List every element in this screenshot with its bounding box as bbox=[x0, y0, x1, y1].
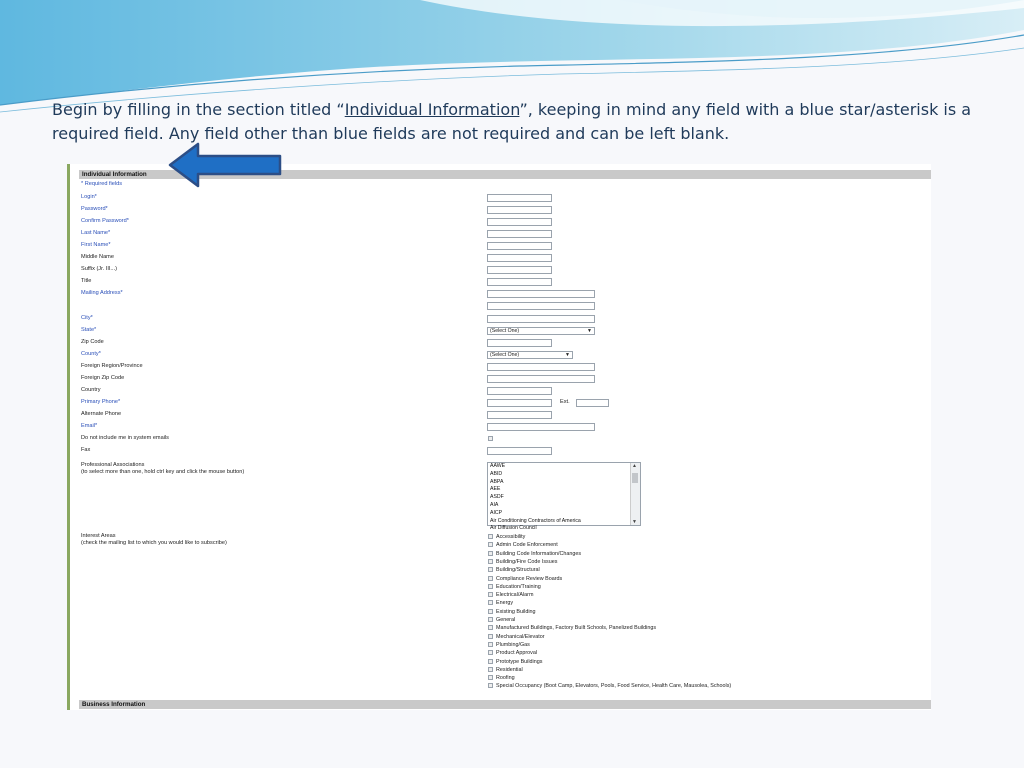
interest-item[interactable]: Building/Structural bbox=[488, 567, 540, 573]
checkbox[interactable] bbox=[488, 659, 493, 664]
interest-item[interactable]: Education/Training bbox=[488, 584, 541, 590]
alternate-phone-label: Alternate Phone bbox=[81, 411, 122, 417]
middle-name-input[interactable] bbox=[487, 254, 552, 262]
interest-item[interactable]: Plumbing/Gas bbox=[488, 642, 530, 648]
dropdown-arrow-icon: ▼ bbox=[587, 328, 592, 334]
suffix-input[interactable] bbox=[487, 266, 552, 274]
interest-item[interactable]: Special Occupancy (Boot Camp, Elevators, Pools, Food Service, Health Care, Mausolea, Schools) bbox=[488, 683, 731, 689]
interest-item[interactable]: Mechanical/Elevator bbox=[488, 634, 545, 640]
checkbox[interactable] bbox=[488, 625, 493, 630]
mailing-address-line2-input[interactable] bbox=[487, 302, 595, 310]
scrollbar-thumb[interactable] bbox=[632, 473, 638, 483]
country-input[interactable] bbox=[487, 387, 552, 395]
checkbox[interactable] bbox=[488, 542, 493, 547]
instruction-before: Begin by filling in the section titled “ bbox=[52, 100, 345, 119]
checkbox[interactable] bbox=[488, 634, 493, 639]
list-item[interactable]: AAWE bbox=[490, 463, 506, 469]
interest-item[interactable]: General bbox=[488, 617, 515, 623]
checkbox[interactable] bbox=[488, 600, 493, 605]
checkbox[interactable] bbox=[488, 683, 493, 688]
foreign-zip-input[interactable] bbox=[487, 375, 595, 383]
city-label: City* bbox=[81, 315, 93, 321]
interest-item[interactable]: Building Code Information/Changes bbox=[488, 551, 581, 557]
email-label: Email* bbox=[81, 423, 98, 429]
pointer-arrow-icon bbox=[168, 142, 284, 188]
first-name-label: First Name* bbox=[81, 242, 111, 248]
list-item[interactable]: ABPA bbox=[490, 478, 504, 485]
fax-label: Fax bbox=[81, 447, 91, 453]
associations-label: Professional Associations bbox=[81, 462, 145, 468]
instruction-section-link: Individual Information bbox=[344, 100, 520, 119]
associations-listbox[interactable] bbox=[487, 462, 641, 532]
extension-label: Ext. bbox=[560, 399, 570, 405]
list-item[interactable]: Air Diffusion Council bbox=[490, 525, 537, 532]
interest-item[interactable]: Compliance Review Boards bbox=[488, 576, 562, 582]
checkbox[interactable] bbox=[488, 584, 493, 589]
no-emails-checkbox[interactable] bbox=[488, 436, 493, 441]
last-name-label: Last Name* bbox=[81, 230, 111, 236]
checkbox[interactable] bbox=[488, 567, 493, 572]
zip-code-label: Zip Code bbox=[81, 339, 104, 345]
section-header-individual: Individual Information bbox=[79, 170, 931, 179]
checkbox[interactable] bbox=[488, 534, 493, 539]
county-label: County* bbox=[81, 351, 101, 357]
title-label: Title bbox=[81, 278, 92, 284]
list-item[interactable]: AIA bbox=[490, 501, 499, 508]
scroll-down-icon[interactable]: ▼ bbox=[632, 519, 637, 525]
login-input[interactable] bbox=[487, 194, 552, 202]
password-input[interactable] bbox=[487, 206, 552, 214]
checkbox[interactable] bbox=[488, 667, 493, 672]
required-fields-note: * Required fields bbox=[81, 181, 123, 187]
interest-item[interactable]: Accessibility bbox=[488, 534, 525, 540]
associations-hint: (to select more than one, hold ctrl key and click the mouse button) bbox=[81, 469, 245, 475]
login-label: Login* bbox=[81, 194, 97, 200]
state-select-value: (Select One) bbox=[490, 328, 520, 334]
city-input[interactable] bbox=[487, 315, 595, 323]
list-item[interactable]: Air Conditioning Contractors of America bbox=[490, 517, 581, 524]
last-name-input[interactable] bbox=[487, 230, 552, 238]
title-input[interactable] bbox=[487, 278, 552, 286]
foreign-region-input[interactable] bbox=[487, 363, 595, 371]
interest-item[interactable]: Product Approval bbox=[488, 650, 537, 656]
interest-item[interactable]: Existing Building bbox=[488, 609, 536, 615]
checkbox[interactable] bbox=[488, 642, 493, 647]
state-label: State* bbox=[81, 327, 97, 333]
state-select[interactable] bbox=[487, 327, 595, 335]
primary-phone-label: Primary Phone* bbox=[81, 399, 121, 405]
list-item[interactable]: AEE bbox=[490, 486, 501, 493]
checkbox[interactable] bbox=[488, 559, 493, 564]
interest-item[interactable]: Energy bbox=[488, 600, 513, 606]
first-name-input[interactable] bbox=[487, 242, 552, 250]
country-label: Country bbox=[81, 387, 101, 393]
county-select-value: (Select One) bbox=[490, 352, 520, 358]
list-item[interactable]: ABID bbox=[490, 470, 503, 477]
dropdown-arrow-icon: ▼ bbox=[565, 352, 570, 358]
interest-item[interactable]: Admin Code Enforcement bbox=[488, 542, 558, 548]
interest-item[interactable]: Building/Fire Code Issues bbox=[488, 559, 557, 565]
interest-item[interactable]: Prototype Buildings bbox=[488, 659, 542, 665]
confirm-password-input[interactable] bbox=[487, 218, 552, 226]
primary-phone-input[interactable] bbox=[487, 399, 552, 407]
interest-item[interactable]: Electrical/Alarm bbox=[488, 592, 533, 598]
middle-name-label: Middle Name bbox=[81, 254, 114, 260]
checkbox[interactable] bbox=[488, 576, 493, 581]
interest-item[interactable]: Manufactured Buildings, Factory Built Schools, Panelized Buildings bbox=[488, 625, 656, 631]
interest-item[interactable]: Residential bbox=[488, 667, 523, 673]
checkbox[interactable] bbox=[488, 650, 493, 655]
checkbox[interactable] bbox=[488, 551, 493, 556]
no-emails-label: Do not include me in system emails bbox=[81, 435, 169, 441]
mailing-address-line1-input[interactable] bbox=[487, 290, 595, 298]
interest-areas-label: Interest Areas bbox=[81, 533, 116, 539]
section-header-business: Business Information bbox=[79, 700, 931, 709]
interest-item[interactable]: Roofing bbox=[488, 675, 515, 681]
checkbox[interactable] bbox=[488, 675, 493, 680]
instruction-after: ”, keeping in mind any field with a blue star/asterisk is a required field. Any field other than blue fields are not required and can be left blank. bbox=[52, 100, 972, 143]
mailing-address-label: Mailing Address* bbox=[81, 290, 123, 296]
interest-areas-hint: (check the mailing list to which you would like to subscribe) bbox=[81, 540, 227, 546]
foreign-region-label: Foreign Region/Province bbox=[81, 363, 143, 369]
county-select[interactable] bbox=[487, 351, 573, 359]
suffix-label: Suffix (Jr. III...) bbox=[81, 266, 117, 272]
zip-code-input[interactable] bbox=[487, 339, 552, 347]
form-screenshot bbox=[67, 164, 931, 710]
list-item[interactable]: ASDF bbox=[490, 494, 504, 501]
password-label: Password* bbox=[81, 206, 108, 212]
alternate-phone-input[interactable] bbox=[487, 411, 552, 419]
checkbox[interactable] bbox=[488, 609, 493, 614]
checkbox[interactable] bbox=[488, 617, 493, 622]
scroll-up-icon[interactable]: ▲ bbox=[632, 463, 637, 469]
email-input[interactable] bbox=[487, 423, 595, 431]
list-item[interactable]: AICP bbox=[490, 509, 503, 516]
instruction-text bbox=[52, 98, 992, 146]
checkbox[interactable] bbox=[488, 592, 493, 597]
confirm-password-label: Confirm Password* bbox=[81, 218, 129, 224]
extension-input[interactable] bbox=[576, 399, 609, 407]
listbox-scrollbar[interactable] bbox=[630, 463, 640, 525]
foreign-zip-label: Foreign Zip Code bbox=[81, 375, 125, 381]
fax-input[interactable] bbox=[487, 447, 552, 455]
